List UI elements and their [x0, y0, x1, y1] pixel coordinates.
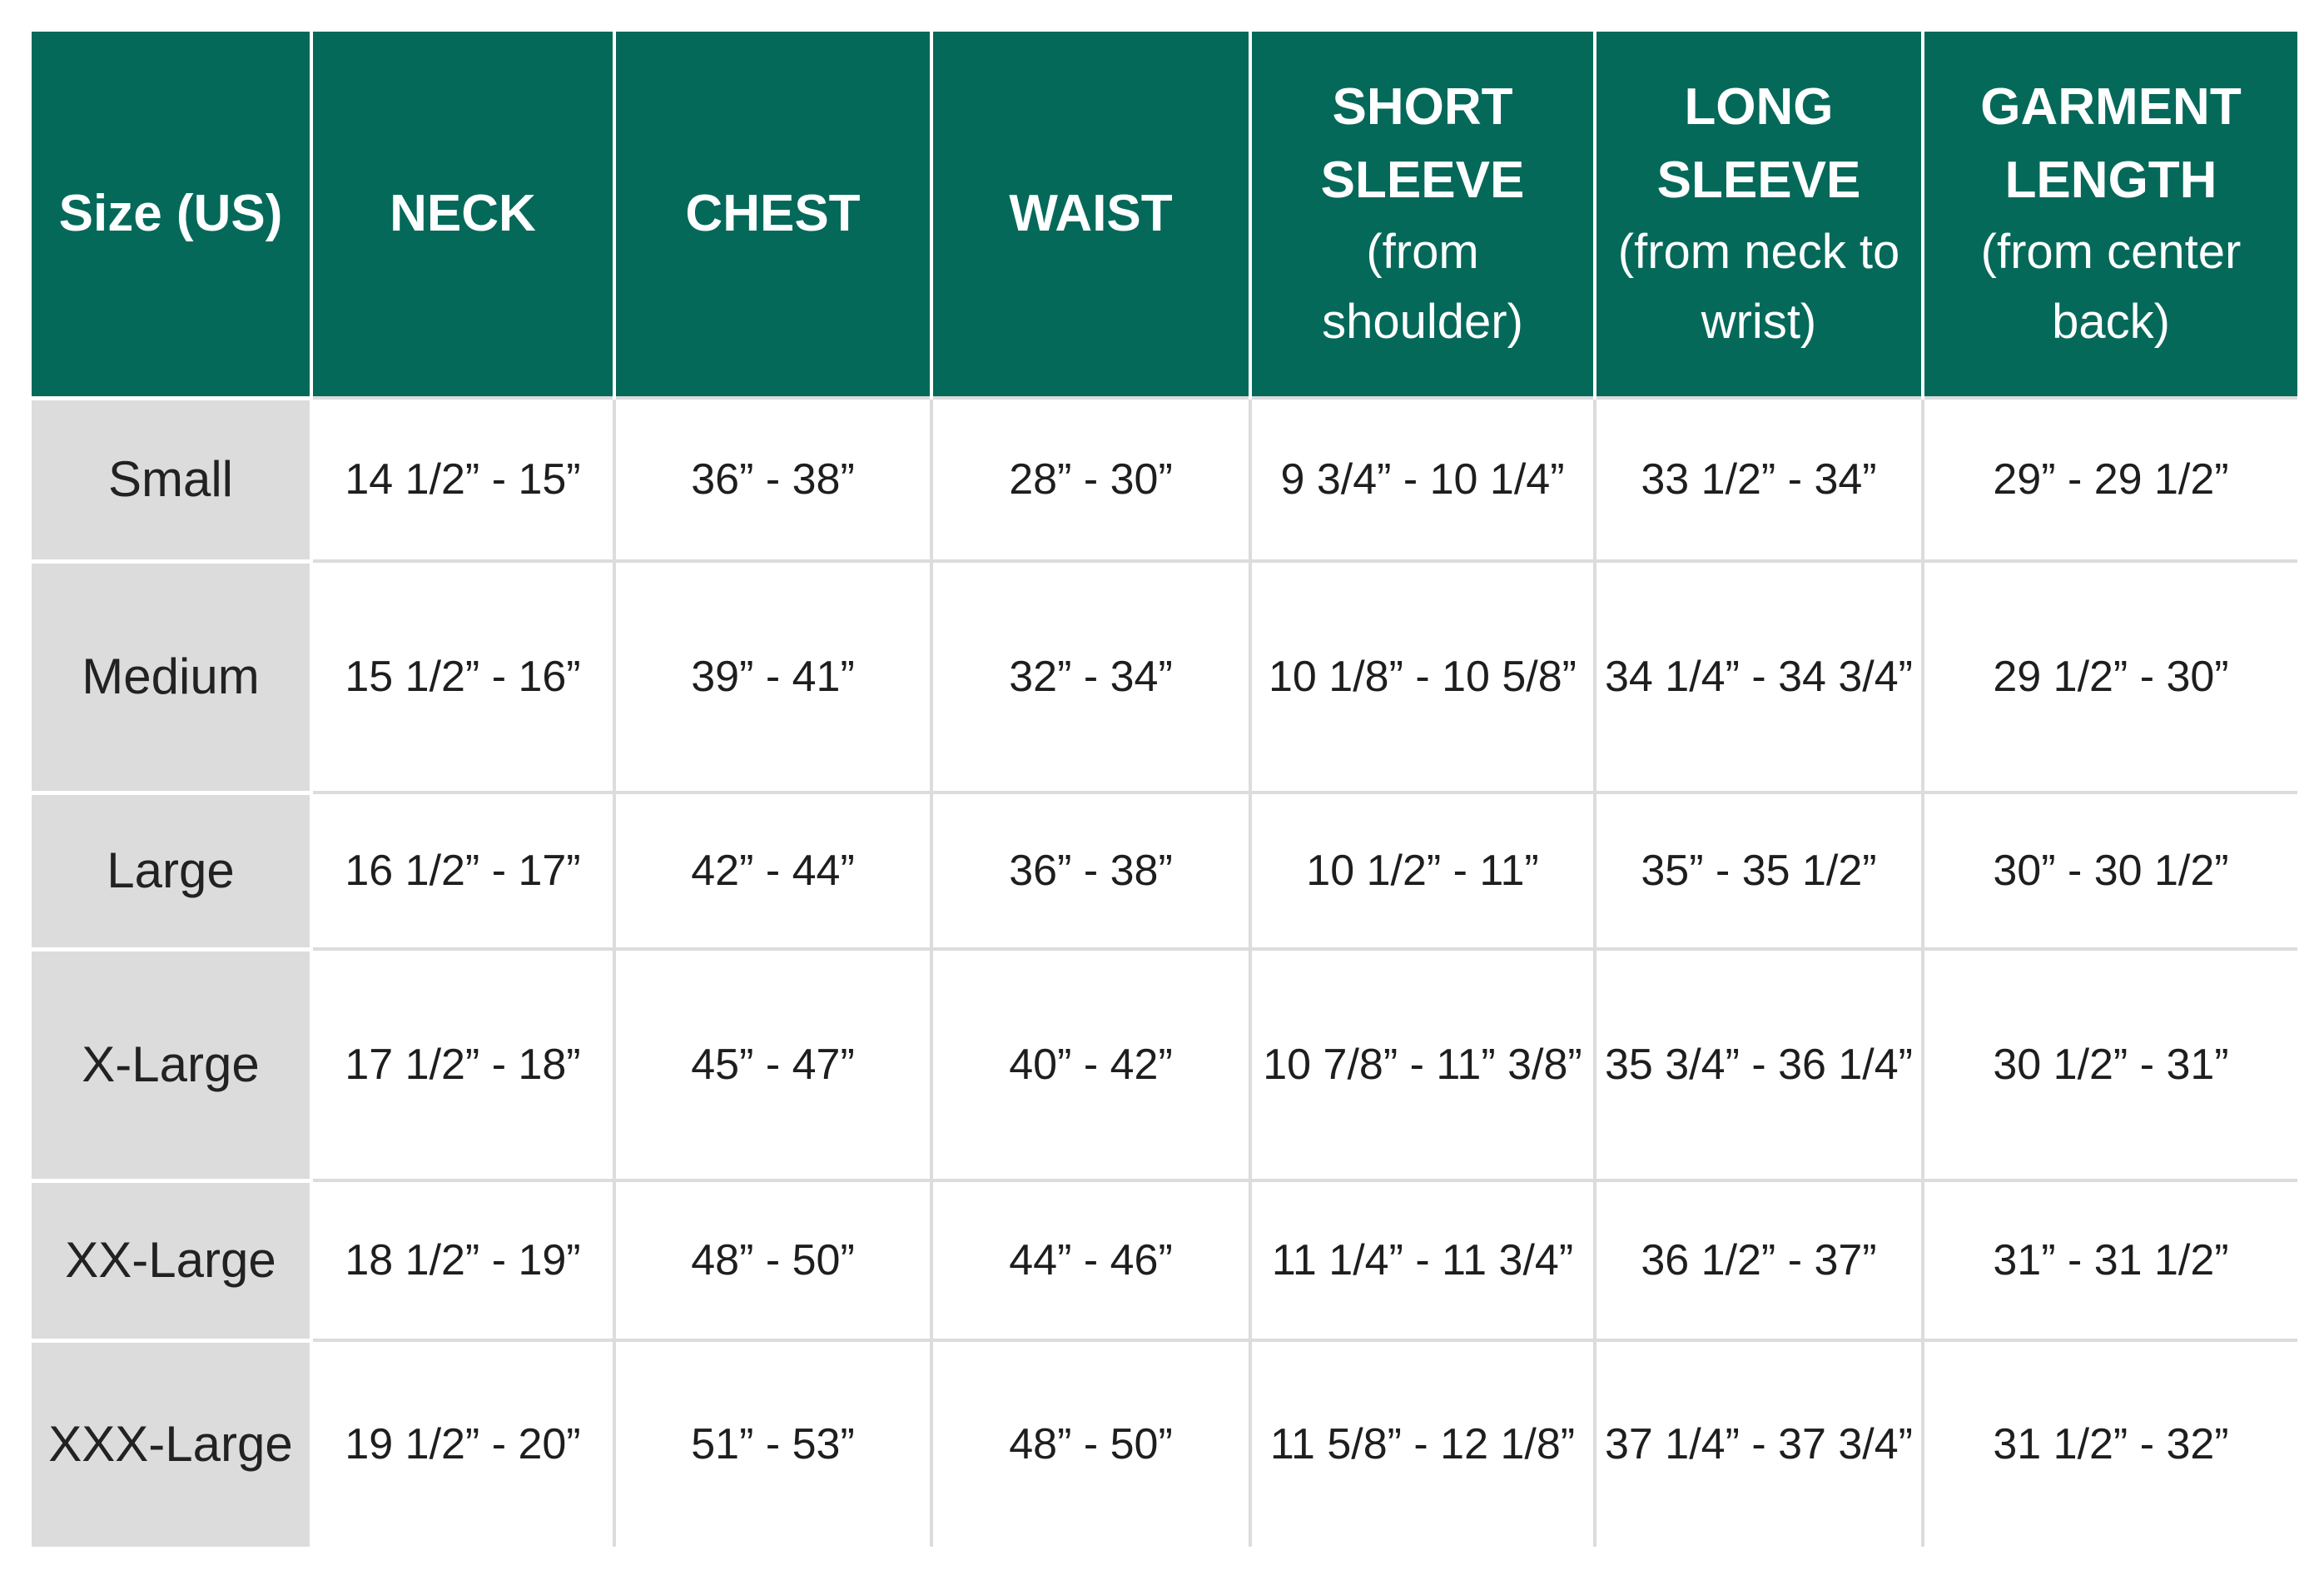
- chest-cell: 39” - 41”: [614, 561, 931, 792]
- size-header: [32, 32, 311, 398]
- table-row: [32, 398, 2297, 561]
- waist-cell: 44” - 46”: [931, 1180, 1250, 1340]
- long-sleeve-cell: 33 1/2” - 34”: [1595, 398, 1923, 561]
- garment-length-cell: 31 1/2” - 32”: [1923, 1340, 2297, 1547]
- garment-length-cell: 29 1/2” - 30”: [1923, 561, 2297, 792]
- size-cell: X-Large: [32, 949, 311, 1180]
- waist-header: [931, 32, 1250, 398]
- header-title: Size (US): [58, 184, 283, 242]
- header-subtitle: (from center back): [1980, 225, 2242, 349]
- header-subtitle: (from shoulder): [1322, 225, 1523, 349]
- chest-cell: 42” - 44”: [614, 792, 931, 949]
- short-sleeve-cell: 9 3/4” - 10 1/4”: [1250, 398, 1595, 561]
- short-sleeve-cell: 10 1/8” - 10 5/8”: [1250, 561, 1595, 792]
- table-row: [32, 949, 2297, 1180]
- header-subtitle: (from neck to wrist): [1617, 225, 1900, 349]
- neck-cell: 17 1/2” - 18”: [311, 949, 614, 1180]
- table-row: [32, 1340, 2297, 1547]
- table-row: [32, 561, 2297, 792]
- long-sleeve-cell: 37 1/4” - 37 3/4”: [1595, 1340, 1923, 1547]
- waist-cell: 48” - 50”: [931, 1340, 1250, 1547]
- header-title: NECK: [390, 185, 536, 242]
- garment-length-cell: 30” - 30 1/2”: [1923, 792, 2297, 949]
- table-body: [32, 398, 2297, 1547]
- waist-cell: 32” - 34”: [931, 561, 1250, 792]
- long-sleeve-cell: 35 3/4” - 36 1/4”: [1595, 949, 1923, 1180]
- long-sleeve-cell: 35” - 35 1/2”: [1595, 792, 1923, 949]
- waist-cell: 28” - 30”: [931, 398, 1250, 561]
- short-sleeve-header: [1250, 32, 1595, 398]
- table-row: [32, 1180, 2297, 1340]
- short-sleeve-cell: 10 7/8” - 11” 3/8”: [1250, 949, 1595, 1180]
- neck-cell: 19 1/2” - 20”: [311, 1340, 614, 1547]
- size-cell: Medium: [32, 561, 311, 792]
- size-chart-table: [32, 32, 2297, 1547]
- chest-cell: 45” - 47”: [614, 949, 931, 1180]
- chest-header: [614, 32, 931, 398]
- neck-cell: 18 1/2” - 19”: [311, 1180, 614, 1340]
- header-title: CHEST: [685, 185, 861, 242]
- short-sleeve-cell: 10 1/2” - 11”: [1250, 792, 1595, 949]
- garment-length-cell: 31” - 31 1/2”: [1923, 1180, 2297, 1340]
- header-title: LONG SLEEVE: [1656, 78, 1861, 209]
- neck-cell: 16 1/2” - 17”: [311, 792, 614, 949]
- header-row: [32, 32, 2297, 398]
- size-cell: Small: [32, 398, 311, 561]
- short-sleeve-cell: 11 5/8” - 12 1/8”: [1250, 1340, 1595, 1547]
- neck-cell: 14 1/2” - 15”: [311, 398, 614, 561]
- neck-cell: 15 1/2” - 16”: [311, 561, 614, 792]
- long-sleeve-cell: 34 1/4” - 34 3/4”: [1595, 561, 1923, 792]
- waist-cell: 40” - 42”: [931, 949, 1250, 1180]
- long-sleeve-cell: 36 1/2” - 37”: [1595, 1180, 1923, 1340]
- short-sleeve-cell: 11 1/4” - 11 3/4”: [1250, 1180, 1595, 1340]
- garment-length-cell: 30 1/2” - 31”: [1923, 949, 2297, 1180]
- garment-length-cell: 29” - 29 1/2”: [1923, 398, 2297, 561]
- header-title: SHORT SLEEVE: [1320, 78, 1525, 209]
- header-title: WAIST: [1009, 185, 1173, 242]
- chest-cell: 51” - 53”: [614, 1340, 931, 1547]
- header-title: GARMENT LENGTH: [1980, 78, 2242, 209]
- size-cell: XXX-Large: [32, 1340, 311, 1547]
- neck-header: [311, 32, 614, 398]
- chest-cell: 48” - 50”: [614, 1180, 931, 1340]
- size-cell: Large: [32, 792, 311, 949]
- size-cell: XX-Large: [32, 1180, 311, 1340]
- garment-length-header: [1923, 32, 2297, 398]
- waist-cell: 36” - 38”: [931, 792, 1250, 949]
- long-sleeve-header: [1595, 32, 1923, 398]
- table-row: [32, 792, 2297, 949]
- chest-cell: 36” - 38”: [614, 398, 931, 561]
